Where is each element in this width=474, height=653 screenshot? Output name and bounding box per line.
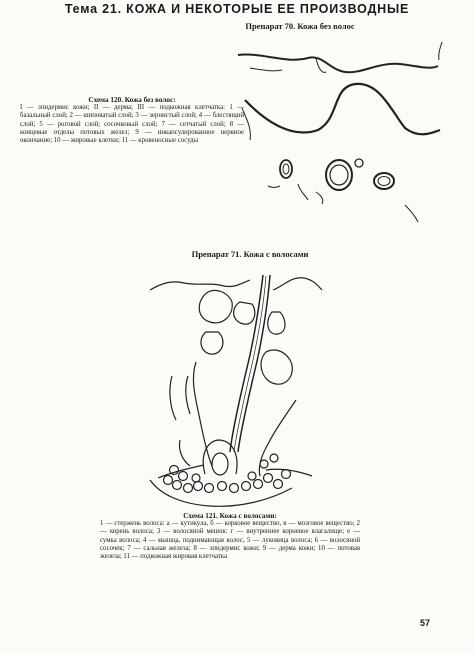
- diagram-skin-without-hair: [238, 42, 442, 222]
- diagram-skin-with-hair: [150, 275, 322, 506]
- prep70-caption-text: I — эпидермис кожи; II — дерма; III — подкожная клетчатка: 1 — базальный слой; 2 — шиповатый слой; 3 — зернистый слой; 4 — блестящий слой; 5 — роговой слой; сосочковый слой; 7 — сетчатый слой; 8 — концевые отделы потовых желез; 9 — инкапсулированное нервное окончание; 10 — жировые клетки; 11 — кровеносные сосуды: [20, 104, 244, 145]
- prep71-title: Препарат 71. Кожа с волосами: [191, 249, 309, 259]
- prep71-caption: [100, 512, 360, 561]
- prep70-title: Препарат 70. Кожа без волос: [245, 21, 355, 31]
- prep70-caption: [20, 96, 244, 145]
- prep70-caption-title: Схема 120. Кожа без волос:: [88, 96, 176, 104]
- prep71-caption-text: 1 — стержень волоса: а — кутикула, б — корковое вещество, в — мозговое вещество; 2 — корень волоса; 3 — волосяной мешок: г — внутреннее корневое влагалище; е — сумка волоса; 4 — мышца, поднимающая волос, 5 — луковица волоса; 6 — волосяной сосочек; 7 — сальная железа; 8 — эпидермис кожи; 9 — дерма кожи; 10 — потовая железа; 11 — подкожная жировая клетчатка: [100, 520, 360, 561]
- page-title: Тема 21. КОЖА И НЕКОТОРЫЕ ЕЕ ПРОИЗВОДНЫЕ: [64, 2, 410, 16]
- prep71-caption-title: Схема 121. Кожа с волосами:: [183, 512, 277, 520]
- page-number: 57: [420, 618, 431, 628]
